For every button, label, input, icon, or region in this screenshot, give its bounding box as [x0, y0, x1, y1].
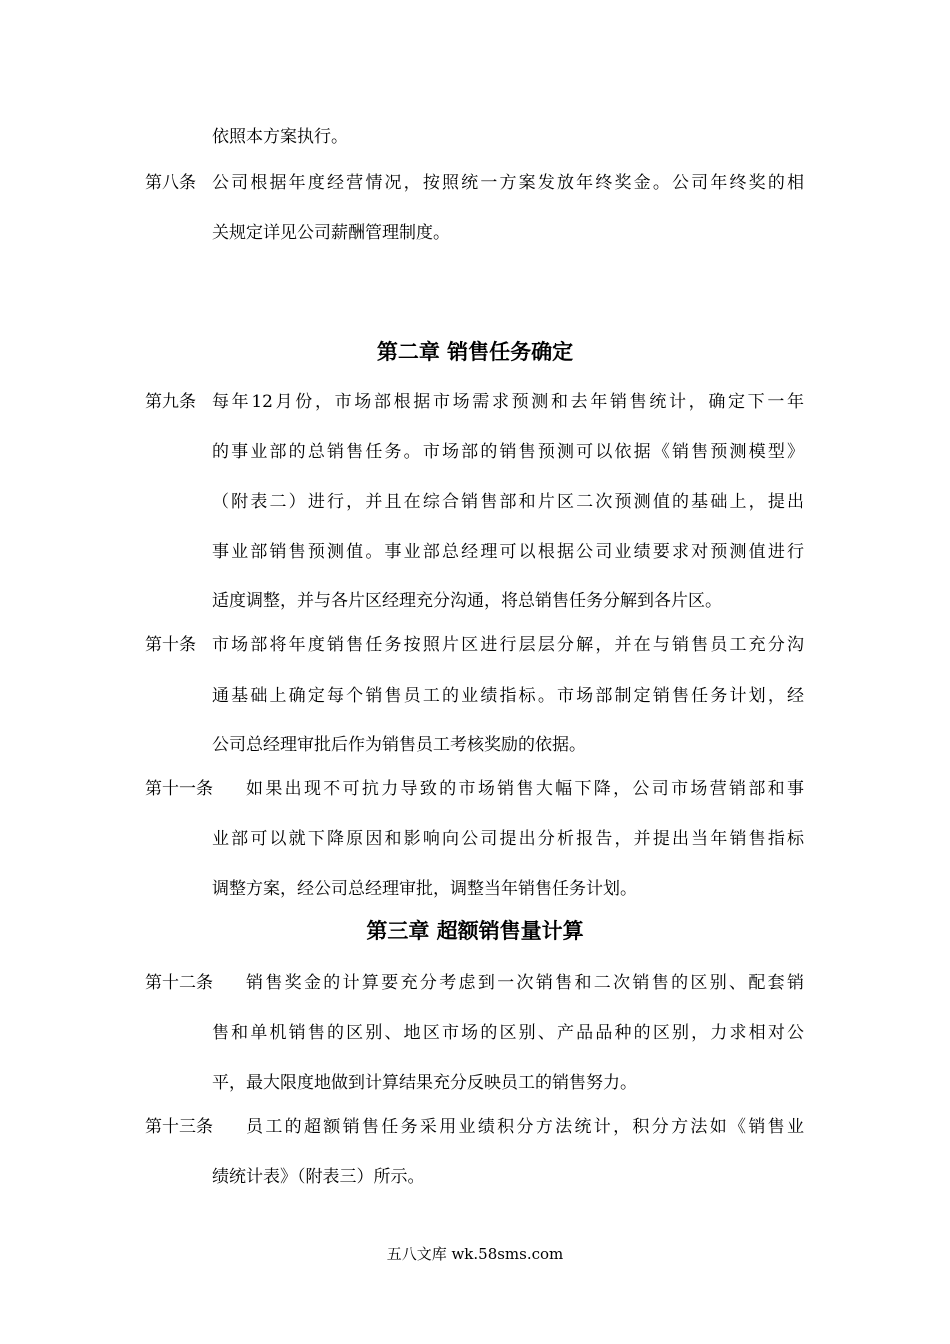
- article-9-text: 每年12月份，市场部根据市场需求预测和去年销售统计，确定下一年: [212, 392, 804, 412]
- article-8-continuation-line: 关规定详见公司薪酬管理制度。: [212, 223, 450, 243]
- article-8-text: 公司根据年度经营情况，按照统一方案发放年终奖金。公司年终奖的相: [212, 173, 804, 193]
- article-10-continuation-line: 公司总经理审批后作为销售员工考核奖励的依据。: [212, 735, 586, 755]
- chapter-2-heading: 第二章 销售任务确定: [376, 340, 574, 364]
- article-9-continuation-line: 事业部销售预测值。事业部总经理可以根据公司业绩要求对预测值进行: [212, 542, 804, 562]
- article-13-continuation-line: 绩统计表》（附表三）所示。: [212, 1167, 425, 1187]
- article-9-continuation-line: （附表二）进行，并且在综合销售部和片区二次预测值的基础上，提出: [212, 492, 804, 512]
- article-10-text: 市场部将年度销售任务按照片区进行层层分解，并在与销售员工充分沟: [212, 635, 804, 655]
- article-11-continuation-line: 业部可以就下降原因和影响向公司提出分析报告，并提出当年销售指标: [212, 829, 804, 849]
- page-footer-watermark: 五八文库 wk.58sms.com: [386, 1245, 564, 1263]
- article-13-label: 第十三条: [145, 1117, 213, 1137]
- article-11-label: 第十一条: [145, 779, 213, 799]
- article-10-label: 第十条: [145, 635, 196, 655]
- article-7-continuation-line: 依照本方案执行。: [212, 127, 348, 147]
- article-12-label: 第十二条: [145, 973, 213, 993]
- article-12-text: 销售奖金的计算要充分考虑到一次销售和二次销售的区别、配套销: [246, 973, 804, 993]
- article-10-continuation-line: 通基础上确定每个销售员工的业绩指标。市场部制定销售任务计划，经: [212, 686, 804, 706]
- article-8-label: 第八条: [145, 173, 196, 193]
- article-9-continuation-line: 适度调整，并与各片区经理充分沟通，将总销售任务分解到各片区。: [212, 591, 722, 611]
- article-9-continuation-line: 的事业部的总销售任务。市场部的销售预测可以依据《销售预测模型》: [212, 442, 804, 462]
- article-11-text: 如果出现不可抗力导致的市场销售大幅下降，公司市场营销部和事: [246, 779, 804, 799]
- article-12-continuation-line: 平，最大限度地做到计算结果充分反映员工的销售努力。: [212, 1073, 637, 1093]
- article-9-label: 第九条: [145, 392, 196, 412]
- article-12-continuation-line: 售和单机销售的区别、地区市场的区别、产品品种的区别，力求相对公: [212, 1023, 804, 1043]
- article-11-continuation-line: 调整方案，经公司总经理审批，调整当年销售任务计划。: [212, 879, 637, 899]
- article-13-text: 员工的超额销售任务采用业绩积分方法统计，积分方法如《销售业: [246, 1117, 804, 1137]
- chapter-3-heading: 第三章 超额销售量计算: [366, 919, 584, 943]
